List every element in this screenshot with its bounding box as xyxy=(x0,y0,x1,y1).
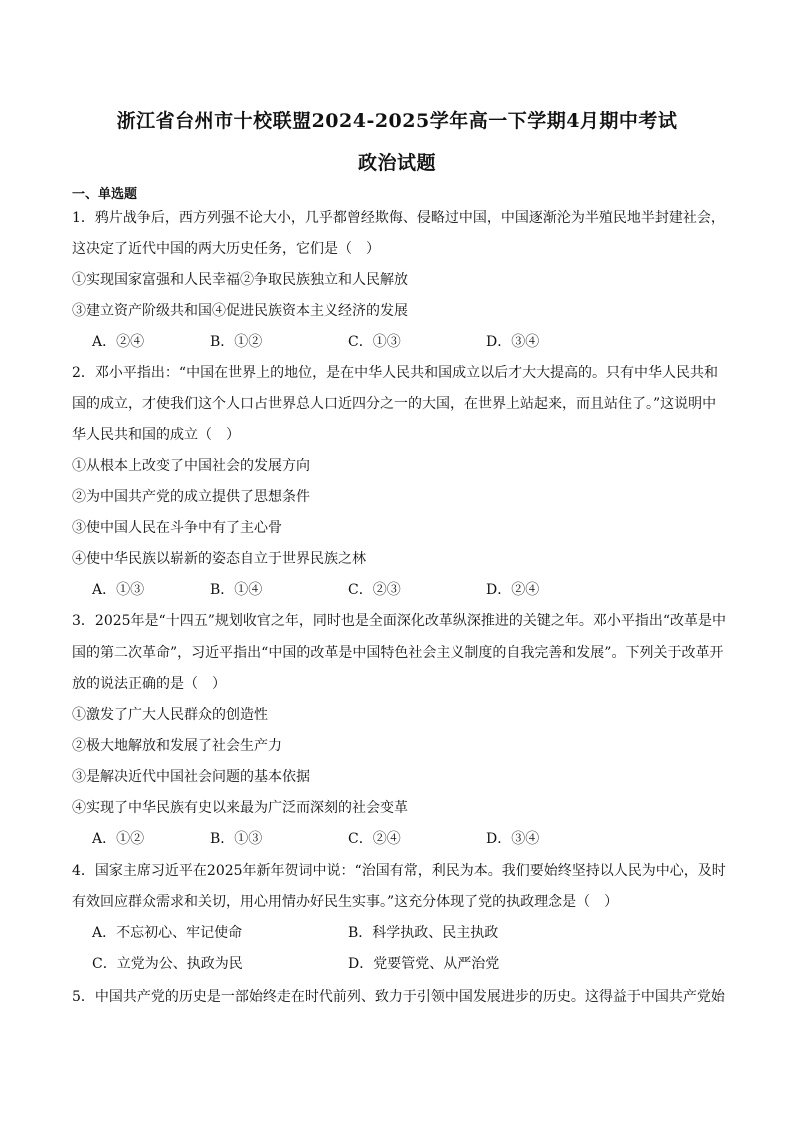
question-2-stem-line-1: 2．邓小平指出：“中国在世界上的地位，是在中华人民共和国成立以后才大大提高的。只有中华人民共和 xyxy=(72,365,719,381)
option-d: D．②④ xyxy=(486,582,540,598)
option-d: D．③④ xyxy=(486,334,540,350)
question-2-statement-3: ③使中国人民在斗争中有了主心骨 xyxy=(72,520,282,536)
question-1-statement-2: ③建立资产阶级共和国④促进民族资本主义经济的发展 xyxy=(72,303,408,319)
question-3-stem-line-2: 国的第二次革命”，习近平指出“中国的改革是中国特色社会主义制度的自我完善和发展”。下列关于改革开 xyxy=(72,645,724,661)
question-4-stem-line-1: 4．国家主席习近平在2025年新年贺词中说：“治国有常，利民为本。我们要始终坚持以人民为中心，及时 xyxy=(72,863,726,879)
question-3-statement-1: ①激发了广大人民群众的创造性 xyxy=(72,707,268,723)
question-1-stem-line-2: 这决定了近代中国的两大历史任务，它们是（ ） xyxy=(72,241,380,257)
question-2-statement-1: ①从根本上改变了中国社会的发展方向 xyxy=(72,458,310,474)
option-c: C．②④ xyxy=(348,831,401,847)
question-2-stem-line-3: 华人民共和国的成立（ ） xyxy=(72,427,240,443)
question-1-stem-line-1: 1．鸦片战争后，西方列强不论大小，几乎都曾经欺侮、侵略过中国，中国逐渐沦为半殖民地半封建社会， xyxy=(72,210,725,226)
question-3-stem-line-3: 放的说法正确的是（ ） xyxy=(72,676,226,692)
question-2-statement-2: ②为中国共产党的成立提供了思想条件 xyxy=(72,489,310,505)
question-2-stem-line-2: 国的成立，才使我们这个人口占世界总人口近四分之一的大国，在世界上站起来，而且站住了。”这说明中 xyxy=(72,396,717,412)
question-3-statement-4: ④实现了中华民族有史以来最为广泛而深刻的社会变革 xyxy=(72,800,408,816)
section-heading: 一、单选题 xyxy=(72,187,138,202)
option-a: A．②④ xyxy=(92,334,145,350)
option-a: A．①③ xyxy=(92,582,145,598)
exam-subtitle: 政治试题 xyxy=(357,152,436,174)
option-b: B．①② xyxy=(210,334,263,350)
question-3-stem-line-1: 3．2025年是“十四五”规划收官之年，同时也是全面深化改革纵深推进的关键之年。邓小平指出“改革是中 xyxy=(72,613,727,629)
option-c: C．①③ xyxy=(348,334,401,350)
question-2-statement-4: ④使中华民族以崭新的姿态自立于世界民族之林 xyxy=(72,551,366,567)
option-d: D．③④ xyxy=(486,831,540,847)
option-d: D．党要管党、从严治党 xyxy=(348,956,500,972)
question-3-statement-3: ③是解决近代中国社会问题的基本依据 xyxy=(72,769,310,785)
option-a: A．不忘初心、牢记使命 xyxy=(92,925,243,941)
question-4-stem-line-2: 有效回应群众需求和关切，用心用情办好民生实事。”这充分体现了党的执政理念是（ ） xyxy=(72,894,619,910)
option-c: C．立党为公、执政为民 xyxy=(92,956,243,972)
exam-title: 浙江省台州市十校联盟2024-2025学年高一下学期4月期中考试 xyxy=(116,110,678,132)
question-5-stem-line-1: 5．中国共产党的历史是一部始终走在时代前列、致力于引领中国发展进步的历史。这得益于中国共产党始 xyxy=(72,989,725,1005)
option-b: B．科学执政、民主执政 xyxy=(348,925,499,941)
question-3-statement-2: ②极大地解放和发展了社会生产力 xyxy=(72,738,282,754)
question-1-statement-1: ①实现国家富强和人民幸福②争取民族独立和人民解放 xyxy=(72,272,408,288)
option-b: B．①③ xyxy=(210,831,263,847)
option-c: C．②③ xyxy=(348,582,401,598)
option-b: B．①④ xyxy=(210,582,263,598)
option-a: A．①② xyxy=(92,831,145,847)
